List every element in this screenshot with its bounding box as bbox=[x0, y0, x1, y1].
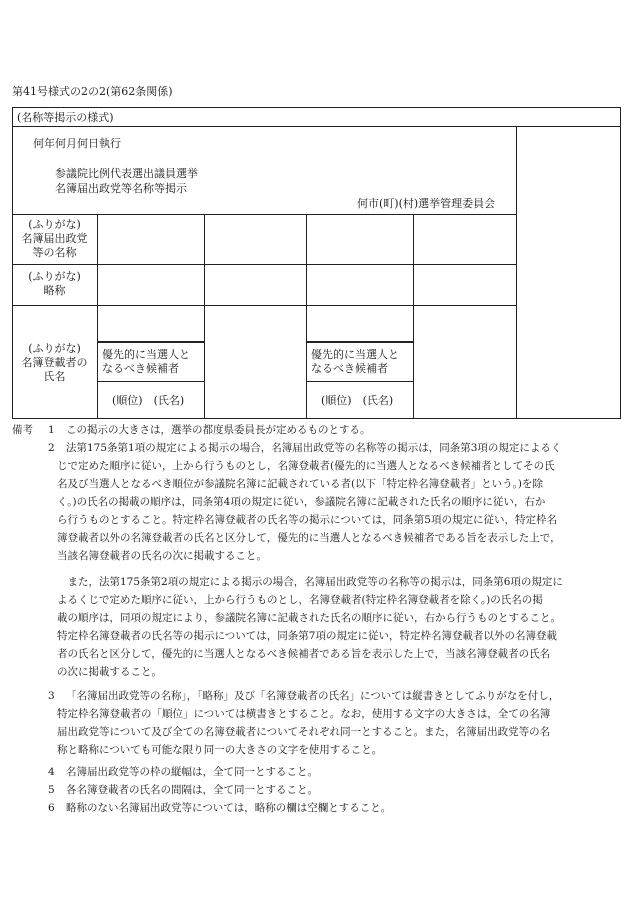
date-line: 何年何月何日執行 bbox=[33, 137, 121, 150]
priority-block-a-top bbox=[97, 341, 204, 343]
note-line: また，法第175条第2項の規定による掲示の場合，名簿届出政党等の名称等の掲示は，同条第6項の規定に bbox=[57, 576, 563, 588]
right-column-line bbox=[516, 126, 517, 419]
note-line: 当該名簿登載者の氏名の次に掲載すること。 bbox=[57, 550, 267, 562]
note-line: 名簿届出政党等の枠の縦幅は，全て同一とすること。 bbox=[66, 766, 318, 778]
note-line: 特定枠名簿登載者の「順位」については横書きとすること。なお，使用する文字の大きさは，全ての名簿 bbox=[57, 708, 551, 720]
notes-heading: 備考 bbox=[12, 424, 33, 436]
table-caption: (名称等掲示の様式) bbox=[17, 111, 114, 124]
priority-line: なるべき候補者 bbox=[102, 362, 179, 375]
committee-name: 何市(町)(村)選挙管理委員会 bbox=[357, 197, 496, 210]
note-line: 簿登載者以外の名簿登載者の氏名と区分して，優先的に当選人となるべき候補者である旨を表示した上で， bbox=[57, 532, 561, 544]
note-number: 3 bbox=[48, 690, 55, 702]
label-line: 名簿届出政党 bbox=[21, 232, 88, 245]
note-line: 各名簿登載者の氏名の間隔は，全て同一とすること。 bbox=[66, 784, 318, 796]
rank-name-b: (順位) (氏名) bbox=[321, 394, 394, 407]
priority-line: なるべき候補者 bbox=[311, 362, 388, 375]
rank-name-a: (順位) (氏名) bbox=[112, 394, 185, 407]
row-divider-2 bbox=[12, 305, 516, 306]
row-divider-1 bbox=[12, 264, 516, 265]
party-name-label bbox=[12, 218, 97, 260]
note-line: 載の順序は，同項の規定により，参議院名簿に記載された氏名の順序に従い，右から行うものとすること。 bbox=[57, 612, 561, 624]
header-divider bbox=[12, 214, 516, 215]
priority-line: 優先的に当選人と bbox=[311, 348, 399, 361]
label-line: 氏名 bbox=[43, 370, 66, 383]
note-line: 名及び当選人となるべき順位が参議院名簿に記載されている者(以下「特定枠名簿登載者」という。)を除 bbox=[57, 478, 543, 490]
label-line: 名簿登載者の bbox=[21, 356, 88, 369]
note-number: 1 bbox=[48, 424, 55, 436]
note-line: く。)の氏名の掲載の順序は，同条第4項の規定に従い，参議院名簿に記載された氏名の順序に従い，右か bbox=[57, 496, 546, 508]
priority-block-b-top bbox=[306, 341, 413, 343]
priority-label-a bbox=[102, 348, 190, 376]
priority-label-b bbox=[311, 348, 399, 376]
note-line: 称と略称についても可能な限り同一の大きさの文字を使用すること。 bbox=[57, 744, 383, 756]
note-line: じで定めた順序に従い，上から行うものとし，名簿登載者(優先的に当選人となるべき候補者としてその氏 bbox=[57, 460, 555, 472]
note-line: 特定枠名簿登載者の氏名等の掲示については，同条第7項の規定に従い，特定枠名簿登載者以外の名簿登載 bbox=[57, 630, 557, 642]
column-line-3 bbox=[306, 214, 307, 419]
note-number: 6 bbox=[48, 802, 55, 814]
label-line: (ふりがな) bbox=[28, 218, 81, 231]
priority-line: 優先的に当選人と bbox=[102, 348, 190, 361]
note-number: 2 bbox=[48, 442, 55, 454]
label-column-line bbox=[97, 214, 98, 419]
abbreviation-label bbox=[12, 270, 97, 298]
priority-block-a-mid bbox=[97, 381, 204, 382]
note-line: 者の氏名と区分して，優先的に当選人となるべき候補者である旨を表示した上で，当該名簿登載者の氏名 bbox=[57, 648, 551, 660]
label-line: 略称 bbox=[43, 284, 66, 297]
note-number: 5 bbox=[48, 784, 55, 796]
note-line: ら行うものとすること。特定枠名簿登載者の氏名等の掲示については，同条第5項の規定に従い，特定枠名 bbox=[57, 514, 557, 526]
column-line-4 bbox=[413, 214, 414, 419]
candidates-label bbox=[12, 342, 97, 384]
note-line: 法第175条第1項の規定による掲示の場合，名簿届出政党等の名称等の掲示は，同条第3項の規定によるく bbox=[66, 442, 562, 454]
column-line-2 bbox=[204, 214, 205, 419]
notice-title: 名簿届出政党等名称等掲示 bbox=[55, 182, 187, 195]
form-number: 第41号様式の2の2(第62条関係) bbox=[12, 85, 173, 98]
note-line: の次に掲載すること。 bbox=[57, 666, 162, 678]
caption-divider bbox=[12, 126, 621, 127]
priority-block-b-mid bbox=[306, 381, 413, 382]
note-number: 4 bbox=[48, 766, 55, 778]
election-title: 参議院比例代表選出議員選挙 bbox=[55, 167, 198, 180]
label-line: (ふりがな) bbox=[28, 270, 81, 283]
note-line: 「名簿届出政党等の名称」，「略称」及び「名簿登載者の氏名」については縦書きとしてふりがなを付し， bbox=[66, 690, 560, 702]
note-line: 略称のない名簿届出政党等については，略称の欄は空欄とすること。 bbox=[66, 802, 392, 814]
note-line: この掲示の大きさは，選挙の都度県委員長が定めるものとする。 bbox=[66, 424, 371, 436]
label-line: (ふりがな) bbox=[28, 342, 81, 355]
label-line: 等の名称 bbox=[32, 246, 77, 259]
note-line: 届出政党等について及び全ての名簿登載者についてそれぞれ同一とすること。また，名簿届出政党等の名 bbox=[57, 726, 551, 738]
note-line: よるくじで定めた順序に従い，上から行うものとし，名簿登載者(特定枠名簿登載者を除く。)の氏名の掲 bbox=[57, 594, 543, 606]
